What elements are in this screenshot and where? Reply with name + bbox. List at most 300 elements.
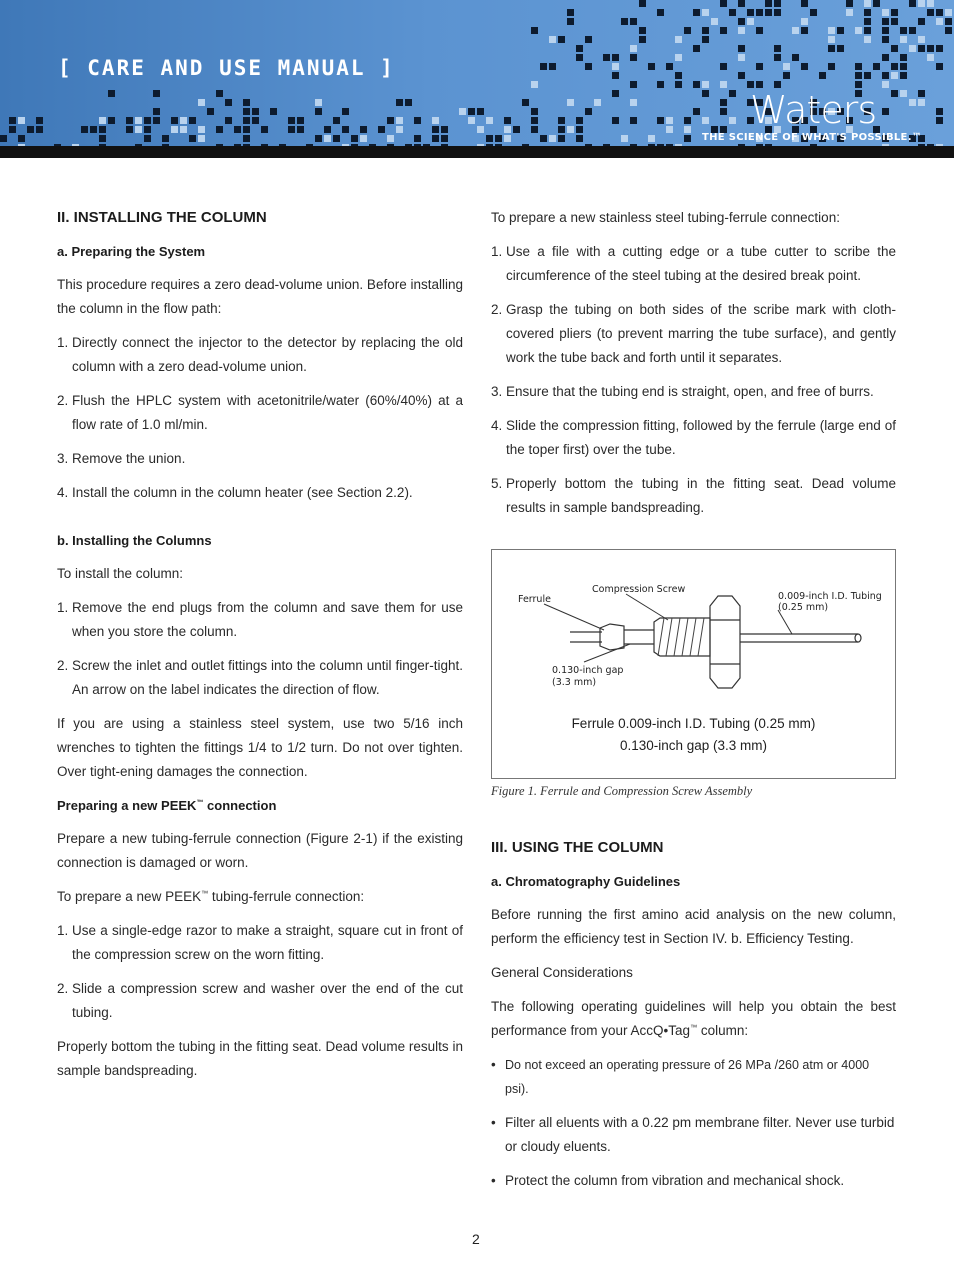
header-pixel xyxy=(144,117,151,124)
figure-caption: Figure 1. Ferrule and Compression Screw Assembly xyxy=(491,784,753,798)
header-pixel xyxy=(720,81,727,88)
header-pixel xyxy=(648,63,655,70)
header-pixel xyxy=(747,18,754,25)
header-pixel xyxy=(891,90,898,97)
header-pixel xyxy=(612,63,619,70)
header-pixel xyxy=(531,108,538,115)
header-pixel xyxy=(738,54,745,61)
header-pixel xyxy=(891,9,898,16)
header-pixel xyxy=(576,135,583,142)
list-item-text: Use a single-edge razor to make a straight, square cut in front of the compression screw on the worn fitting. xyxy=(72,923,463,962)
header-pixel xyxy=(819,72,826,79)
header-pixel xyxy=(864,36,871,43)
header-pixel xyxy=(693,81,700,88)
header-pixel xyxy=(315,108,322,115)
header-pixel xyxy=(702,117,709,124)
header-pixel xyxy=(891,72,898,79)
header-pixel xyxy=(27,126,34,133)
header-pixel xyxy=(297,117,304,124)
header-pixel xyxy=(855,72,862,79)
list-item-number: 2. xyxy=(57,981,69,996)
header-pixel xyxy=(774,54,781,61)
paragraph: Properly bottom the tubing in the fitting seat. Dead volume results in sample bandspreading. xyxy=(57,1039,463,1078)
header-pixel xyxy=(909,99,916,106)
header-pixel xyxy=(720,63,727,70)
header-pixel xyxy=(477,108,484,115)
header-pixel xyxy=(774,0,781,7)
header-pixel xyxy=(126,117,133,124)
header-pixel xyxy=(324,135,331,142)
ferrule-diagram xyxy=(492,550,895,700)
header-pixel xyxy=(729,90,736,97)
header-pixel xyxy=(693,45,700,52)
paragraph: This procedure requires a zero dead-volume union. Before installing the column in the flow path: xyxy=(57,277,463,316)
header-pixel xyxy=(243,117,250,124)
list-item xyxy=(57,389,463,437)
header-pixel xyxy=(783,63,790,70)
header-pixel xyxy=(756,9,763,16)
header-pixel xyxy=(882,27,889,34)
header-pixel xyxy=(558,117,565,124)
header-pixel xyxy=(603,54,610,61)
header-pixel xyxy=(432,117,439,124)
header-pixel xyxy=(738,45,745,52)
header-pixel xyxy=(297,126,304,133)
header-pixel xyxy=(243,135,250,142)
header-pixel xyxy=(945,27,952,34)
header-pixel xyxy=(594,99,601,106)
list-item xyxy=(491,298,896,370)
header-pixel xyxy=(765,9,772,16)
header-pixel xyxy=(225,99,232,106)
header-pixel xyxy=(882,72,889,79)
header-pixel xyxy=(900,27,907,34)
header-pixel xyxy=(576,45,583,52)
right-column xyxy=(491,206,896,530)
header-pixel xyxy=(432,126,439,133)
header-pixel xyxy=(153,108,160,115)
step-list xyxy=(57,919,463,1025)
header-pixel xyxy=(846,0,853,7)
header-pixel xyxy=(504,135,511,142)
section-title-installing: II. INSTALLING THE COLUMN xyxy=(57,209,267,226)
label-compression-screw: Compression Screw xyxy=(592,584,686,595)
list-item-number: 2. xyxy=(57,658,69,673)
list-item-number: 1. xyxy=(57,600,69,615)
header-pixel xyxy=(468,117,475,124)
header-pixel xyxy=(459,108,466,115)
header-pixel xyxy=(837,45,844,52)
header-pixel xyxy=(900,36,907,43)
header-pixel xyxy=(918,99,925,106)
header-pixel xyxy=(702,90,709,97)
header-pixel xyxy=(864,72,871,79)
header-pixel xyxy=(738,18,745,25)
list-item-text: Directly connect the injector to the detector by replacing the old column with a zero dead-volume union. xyxy=(72,335,463,374)
right-column-lower xyxy=(491,836,896,1203)
header-pixel xyxy=(612,54,619,61)
header-pixel xyxy=(882,36,889,43)
header-pixel xyxy=(351,135,358,142)
header-pixel xyxy=(792,54,799,61)
list-item-number: 4. xyxy=(491,418,503,433)
header-pixel xyxy=(873,0,880,7)
list-item xyxy=(57,596,463,644)
header-pixel xyxy=(180,126,187,133)
label-tubing: 0.009-inch I.D. Tubing xyxy=(778,591,882,602)
header-pixel xyxy=(612,90,619,97)
header-pixel xyxy=(567,126,574,133)
header-pixel xyxy=(144,135,151,142)
page-number: 2 xyxy=(472,1231,480,1247)
header-pixel xyxy=(180,117,187,124)
label-tubing-mm: (0.25 mm) xyxy=(778,602,829,613)
header-pixel xyxy=(666,63,673,70)
header-pixel xyxy=(675,81,682,88)
header-pixel xyxy=(99,117,106,124)
header-pixel xyxy=(585,108,592,115)
header-pixel xyxy=(513,126,520,133)
header-pixel xyxy=(396,99,403,106)
header-pixel xyxy=(891,18,898,25)
header-pixel xyxy=(657,117,664,124)
header-pixel xyxy=(171,117,178,124)
header-pixel xyxy=(765,0,772,7)
header-pixel xyxy=(936,108,943,115)
header-pixel xyxy=(774,45,781,52)
header-pixel xyxy=(504,126,511,133)
header-pixel xyxy=(342,126,349,133)
header-pixel xyxy=(198,126,205,133)
header-pixel xyxy=(630,117,637,124)
header-pixel xyxy=(549,135,556,142)
header-pixel xyxy=(315,99,322,106)
header-pixel xyxy=(612,72,619,79)
header-pixel xyxy=(891,45,898,52)
header-pixel xyxy=(531,117,538,124)
logo-tagline: THE SCIENCE OF WHAT'S POSSIBLE.™ xyxy=(702,132,923,143)
header-pixel xyxy=(243,99,250,106)
header-pixel xyxy=(882,9,889,16)
manual-title: [ CARE AND USE MANUAL ] xyxy=(58,56,395,80)
header-pixel xyxy=(720,0,727,7)
header-pixel xyxy=(720,27,727,34)
list-item-number: 2. xyxy=(491,302,503,317)
header-pixel xyxy=(783,72,790,79)
header-pixel xyxy=(828,36,835,43)
header-pixel xyxy=(378,126,385,133)
header-pixel xyxy=(693,108,700,115)
header-pixel xyxy=(486,117,493,124)
step-list xyxy=(57,331,463,505)
header-pixel xyxy=(945,9,952,16)
header-pixel xyxy=(702,27,709,34)
subsection-title-preparing: a. Preparing the System xyxy=(57,244,206,259)
header-pixel xyxy=(882,108,889,115)
list-item-text: Flush the HPLC system with acetonitrile/water (60%/40%) at a flow rate of 1.0 ml/min. xyxy=(72,393,463,432)
header-pixel xyxy=(828,27,835,34)
header-pixel xyxy=(549,36,556,43)
header-pixel xyxy=(90,126,97,133)
subsection-title-installing-columns: b. Installing the Columns xyxy=(57,533,212,548)
list-item-text: Grasp the tubing on both sides of the scribe mark with cloth-covered pliers (to prevent marring the tube surface), and gently work the tube back and forth until it separates. xyxy=(506,302,896,365)
header-pixel xyxy=(0,135,7,142)
header-pixel xyxy=(495,135,502,142)
header-pixel xyxy=(135,126,142,133)
list-item-text: Remove the union. xyxy=(72,451,186,466)
header-pixel xyxy=(909,0,916,7)
list-item-text: Properly bottom the tubing in the fitting seat. Dead volume results in sample bandspreading. xyxy=(506,476,896,515)
header-pixel xyxy=(567,18,574,25)
header-pixel xyxy=(243,108,250,115)
header-pixel xyxy=(549,63,556,70)
header-pixel xyxy=(387,117,394,124)
header-pixel xyxy=(855,81,862,88)
header-pixel xyxy=(576,54,583,61)
header-pixel xyxy=(864,27,871,34)
header-pixel xyxy=(702,81,709,88)
header-pixel xyxy=(909,45,916,52)
list-item-text: Screw the inlet and outlet fittings into the column until finger-tight. An arrow on the label indicates the direction of flow. xyxy=(72,658,463,697)
header-pixel xyxy=(198,135,205,142)
header-pixel xyxy=(918,45,925,52)
header-pixel xyxy=(630,45,637,52)
bullet-item: • Protect the column from vibration and mechanical shock. xyxy=(491,1173,845,1188)
header-pixel xyxy=(216,126,223,133)
header-pixel xyxy=(927,9,934,16)
header-pixel xyxy=(945,18,952,25)
header-pixel xyxy=(531,126,538,133)
header-pixel xyxy=(684,117,691,124)
list-item-number: 2. xyxy=(57,393,69,408)
header-pixel xyxy=(387,135,394,142)
paragraph: Prepare a new tubing-ferrule connection (Figure 2-1) if the existing connection is damaged or worn. xyxy=(57,831,463,870)
header-pixel xyxy=(900,90,907,97)
list-item xyxy=(491,414,896,462)
header-pixel xyxy=(801,27,808,34)
header-pixel xyxy=(558,36,565,43)
list-item xyxy=(491,240,896,288)
header-pixel xyxy=(441,135,448,142)
header-pixel xyxy=(936,18,943,25)
header-pixel xyxy=(738,72,745,79)
header-pixel xyxy=(900,54,907,61)
header-pixel xyxy=(468,108,475,115)
header-pixel xyxy=(738,0,745,7)
header-pixel xyxy=(855,27,862,34)
header-pixel xyxy=(270,108,277,115)
header-pixel xyxy=(666,117,673,124)
header-pixel xyxy=(657,9,664,16)
header-pixel xyxy=(18,135,25,142)
header-pixel xyxy=(666,126,673,133)
header-pixel xyxy=(432,135,439,142)
header-pixel xyxy=(360,126,367,133)
header-pixel xyxy=(99,126,106,133)
header-pixel xyxy=(648,135,655,142)
label-gap: 0.130-inch gap xyxy=(552,665,624,676)
header-pixel xyxy=(396,126,403,133)
header-pixel xyxy=(747,81,754,88)
header-pixel xyxy=(243,126,250,133)
header-pixel xyxy=(558,135,565,142)
header-pixel xyxy=(801,63,808,70)
header-pixel xyxy=(189,117,196,124)
header-pixel xyxy=(639,0,646,7)
header-pixel xyxy=(135,117,142,124)
header-pixel xyxy=(657,81,664,88)
header-pixel xyxy=(126,126,133,133)
header-pixel xyxy=(864,0,871,7)
header-pixel xyxy=(630,99,637,106)
list-item-text: Install the column in the column heater (see Section 2.2). xyxy=(72,485,413,500)
header-pixel xyxy=(333,135,340,142)
header-pixel xyxy=(801,0,808,7)
bullet-item: • Do not exceed an operating pressure of 26 MPa /260 atm or 4000 psi). xyxy=(491,1057,870,1096)
header-pixel xyxy=(414,135,421,142)
header-pixel xyxy=(756,27,763,34)
header-pixel xyxy=(36,117,43,124)
header-pixel xyxy=(846,9,853,16)
header-pixel xyxy=(522,99,529,106)
header-pixel xyxy=(864,18,871,25)
list-item xyxy=(57,447,463,471)
header-pixel xyxy=(324,126,331,133)
header-pixel xyxy=(936,45,943,52)
header-pixel xyxy=(774,81,781,88)
header-pixel xyxy=(729,117,736,124)
header-pixel xyxy=(441,126,448,133)
figure-inner-caption-1: Ferrule 0.009-inch I.D. Tubing (0.25 mm) xyxy=(571,716,816,731)
header-pixel xyxy=(198,99,205,106)
list-item-number: 1. xyxy=(491,244,503,259)
header-pixel xyxy=(675,72,682,79)
header-pixel xyxy=(810,9,817,16)
header-pixel xyxy=(855,63,862,70)
header-pixel xyxy=(531,81,538,88)
header-pixel xyxy=(918,90,925,97)
header-pixel xyxy=(216,90,223,97)
header-pixel xyxy=(837,27,844,34)
header-pixel xyxy=(414,117,421,124)
header-pixel xyxy=(738,27,745,34)
header-pixel xyxy=(585,63,592,70)
step-list xyxy=(491,240,896,520)
list-item-text: Use a file with a cutting edge or a tube cutter to scribe the circumference of the steel tubing at the desired break point. xyxy=(506,244,896,283)
header-pixel xyxy=(405,99,412,106)
header-pixel xyxy=(756,63,763,70)
header-pixel xyxy=(702,36,709,43)
header-pixel xyxy=(162,135,169,142)
figure-box xyxy=(491,549,896,779)
list-item-text: Ensure that the tubing end is straight, open, and free of burrs. xyxy=(506,384,874,399)
header-pixel xyxy=(225,117,232,124)
header-pixel xyxy=(828,45,835,52)
header-pixel xyxy=(684,126,691,133)
header-pixel xyxy=(900,72,907,79)
bullet-item: • Filter all eluents with a 0.22 pm membrane filter. Never use turbid or cloudy eluents. xyxy=(491,1115,895,1154)
header-pixel xyxy=(576,117,583,124)
list-item-number: 1. xyxy=(57,335,69,350)
header-pixel xyxy=(252,117,259,124)
header-pixel xyxy=(900,63,907,70)
header-pixel xyxy=(873,63,880,70)
list-item-text: Slide a compression screw and washer over the end of the cut tubing. xyxy=(72,981,463,1020)
waters-logo: Waters xyxy=(750,88,877,132)
header-pixel xyxy=(684,27,691,34)
header-pixel xyxy=(882,54,889,61)
header-black-strip xyxy=(0,146,954,158)
header-pixel xyxy=(927,0,934,7)
header-pixel xyxy=(801,18,808,25)
subsection-title-chromatography: a. Chromatography Guidelines xyxy=(491,874,681,889)
list-item xyxy=(57,654,463,702)
header-pixel xyxy=(927,54,934,61)
header-pixel xyxy=(99,135,106,142)
figure-inner-caption-2: 0.130-inch gap (3.3 mm) xyxy=(619,738,768,753)
paragraph: To install the column: xyxy=(57,566,184,581)
header-pixel xyxy=(621,18,628,25)
header-pixel xyxy=(288,117,295,124)
header-pixel xyxy=(261,126,268,133)
header-pixel xyxy=(756,81,763,88)
header-pixel xyxy=(558,126,565,133)
header-pixel xyxy=(702,9,709,16)
header-pixel xyxy=(927,45,934,52)
header-pixel xyxy=(630,81,637,88)
paragraph: To prepare a new stainless steel tubing-ferrule connection: xyxy=(491,210,840,225)
header-pixel xyxy=(747,9,754,16)
header-pixel xyxy=(639,27,646,34)
header-pixel xyxy=(540,63,547,70)
list-item xyxy=(57,481,463,505)
label-gap-mm: (3.3 mm) xyxy=(552,677,597,688)
list-item-number: 3. xyxy=(57,451,69,466)
header-pixel xyxy=(585,36,592,43)
header-pixel xyxy=(882,18,889,25)
header-pixel xyxy=(693,9,700,16)
header-pixel xyxy=(720,108,727,115)
header-pixel xyxy=(207,108,214,115)
paragraph: If you are using a stainless steel system, use two 5/16 inch wrenches to tighten the fittings 1/4 to 1/2 turn. Do not over tighten. Over tight-ening damages the connection. xyxy=(57,716,463,779)
header-pixel xyxy=(153,117,160,124)
list-item xyxy=(57,977,463,1025)
header-pixel xyxy=(108,117,115,124)
header-pixel xyxy=(909,27,916,34)
header-pixel xyxy=(189,135,196,142)
paragraph: To prepare a new PEEK™ tubing-ferrule connection: xyxy=(57,889,365,904)
list-item xyxy=(491,472,896,520)
header-pixel xyxy=(153,90,160,97)
paragraph: Before running the first amino acid analysis on the new column, perform the efficiency test in Section IV. b. Efficiency Testing. xyxy=(491,907,896,946)
header-pixel xyxy=(360,135,367,142)
list-item xyxy=(57,919,463,967)
header-pixel xyxy=(639,36,646,43)
header-pixel xyxy=(612,117,619,124)
left-column xyxy=(57,206,463,1093)
header-pixel xyxy=(864,9,871,16)
list-item-text: Slide the compression fitting, followed by the ferrule (large end of the toper first) over the tube. xyxy=(506,418,896,457)
header-pixel xyxy=(315,135,322,142)
list-item-number: 1. xyxy=(57,923,69,938)
header-pixel xyxy=(171,126,178,133)
paragraph: General Considerations xyxy=(491,965,633,980)
header-pixel xyxy=(684,135,691,142)
header-pixel xyxy=(720,99,727,106)
section-title-using: III. USING THE COLUMN xyxy=(491,839,664,856)
header-pixel xyxy=(81,126,88,133)
header-pixel xyxy=(477,126,484,133)
